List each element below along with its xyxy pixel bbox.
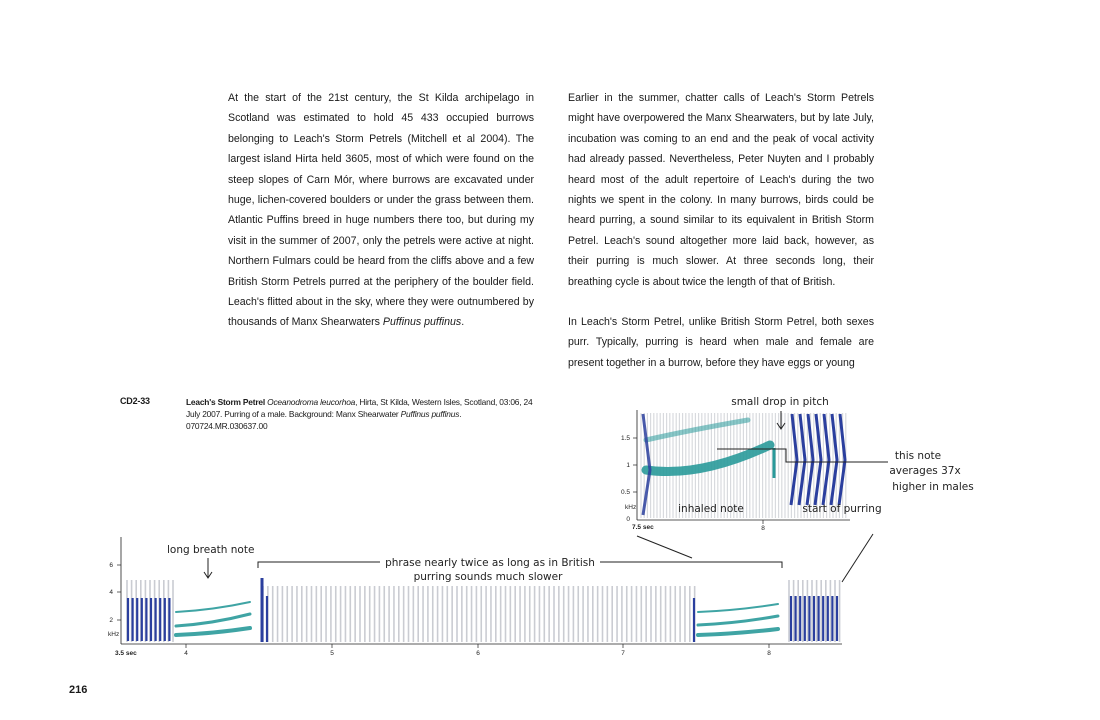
inset-y-tick-1: 1 bbox=[626, 462, 630, 469]
main-x-tick-6: 6 bbox=[476, 650, 480, 657]
track-id: CD2-33 bbox=[120, 396, 150, 406]
inset-y-tick-1.5: 1.5 bbox=[620, 435, 630, 442]
left-paragraph-1: At the start of the 21st century, the St Kilda archipelago in Scotland was estimated to hold 45 433 occupied burrows belonging to Leach's Storm Petrels (Mitchell et al 2004). The largest island Hirta held 3605, most of which were found on the steep slopes of Carn Mór, where burrows are excavated under huge, lichen-covered boulders or under the grass between them. Atlantic Puffins breed in huge numbers there too, but during my visit in the summer of 2007, only the petrels were active at night. Northern Fulmars could be heard from the cliffs above and a few British Storm Petrels purred at the periphery of the boulder field. Leach's flitted about in the sky, where they were outnumbered by thousands of Manx Shearwaters Puffinus puffinus. bbox=[228, 92, 534, 329]
inset-harmonic bbox=[646, 420, 748, 440]
recording-caption: Leach's Storm Petrel Oceanodroma leucorhoa, Hirta, St Kilda, Western Isles, Scotland, 03:06, 24 July 2007. Purring of a male. Background: Manx Shearwater Puffinus puffinus. 070724.MR.030637.00 bbox=[186, 397, 533, 431]
phrase-bracket-right bbox=[600, 562, 782, 568]
note-label-line1: this note bbox=[894, 450, 942, 462]
main-x-ticks bbox=[184, 644, 771, 657]
phrase-bracket-left bbox=[258, 562, 380, 568]
inset-y-tick-0: 0 bbox=[626, 516, 630, 523]
breath-note-low bbox=[176, 628, 250, 635]
right-paragraph-1: Earlier in the summer, chatter calls of Leach's Storm Petrels might have overpowered the Manx Shearwaters, but by late July, incubation was coming to an end and the peak of vocal activity had already passed. Nevertheless, Peter Nuyten and I probably heard most of the adult repertoire of Leach's during the two nights we spent in the colony. In many burrows, birds could be heard purring, a sound similar to its equivalent in British Storm Petrel. Leach's sound altogether more laid back, however, as their purring is much slower. At three seconds long, their breathing cycle is about twice the length of that of British. bbox=[568, 92, 874, 288]
phrase-label-line2: purring sounds much slower bbox=[413, 571, 563, 583]
note-label-line2: averages 37x bbox=[889, 465, 961, 477]
main-x-start: 3.5 sec bbox=[115, 650, 137, 657]
inhaled-note-label: inhaled note bbox=[678, 503, 744, 515]
breath-note-mid bbox=[176, 614, 250, 626]
inset-connector-left bbox=[637, 536, 692, 558]
long-breath-label: long breath note bbox=[167, 544, 255, 556]
breath-note-low bbox=[698, 629, 778, 635]
pitch-drop-label: small drop in pitch bbox=[731, 396, 829, 408]
main-x-tick-4: 4 bbox=[184, 650, 188, 657]
breath-note-high bbox=[176, 602, 250, 612]
main-x-tick-5: 5 bbox=[330, 650, 334, 657]
main-y-tick-6: 6 bbox=[109, 562, 113, 569]
main-y-tick-2: 2 bbox=[109, 617, 113, 624]
main-y-unit: kHz bbox=[108, 631, 120, 638]
inset-x-start: 7.5 sec bbox=[632, 524, 654, 531]
main-x-tick-8: 8 bbox=[767, 650, 771, 657]
page-number: 216 bbox=[69, 684, 88, 696]
inset-connector-right bbox=[842, 534, 873, 582]
main-sonogram-marks bbox=[127, 578, 840, 642]
inset-y-tick-0.5: 0.5 bbox=[620, 489, 630, 496]
inset-y-unit: kHz bbox=[625, 504, 637, 511]
inset-x-tick-8: 8 bbox=[761, 525, 765, 532]
main-y-tick-4: 4 bbox=[109, 589, 113, 596]
note-label-line3: higher in males bbox=[892, 481, 974, 493]
phrase-label-line1: phrase nearly twice as long as in British bbox=[385, 557, 595, 569]
right-paragraph-2: In Leach's Storm Petrel, unlike British Storm Petrel, both sexes purr. Typically, purring is heard when male and female are present together in a burrow, before they have eggs or young bbox=[568, 316, 874, 369]
breath-note-mid bbox=[698, 616, 778, 625]
breath-note-high bbox=[698, 604, 778, 612]
start-purring-label: start of purring bbox=[802, 503, 882, 515]
main-x-tick-7: 7 bbox=[621, 650, 625, 657]
